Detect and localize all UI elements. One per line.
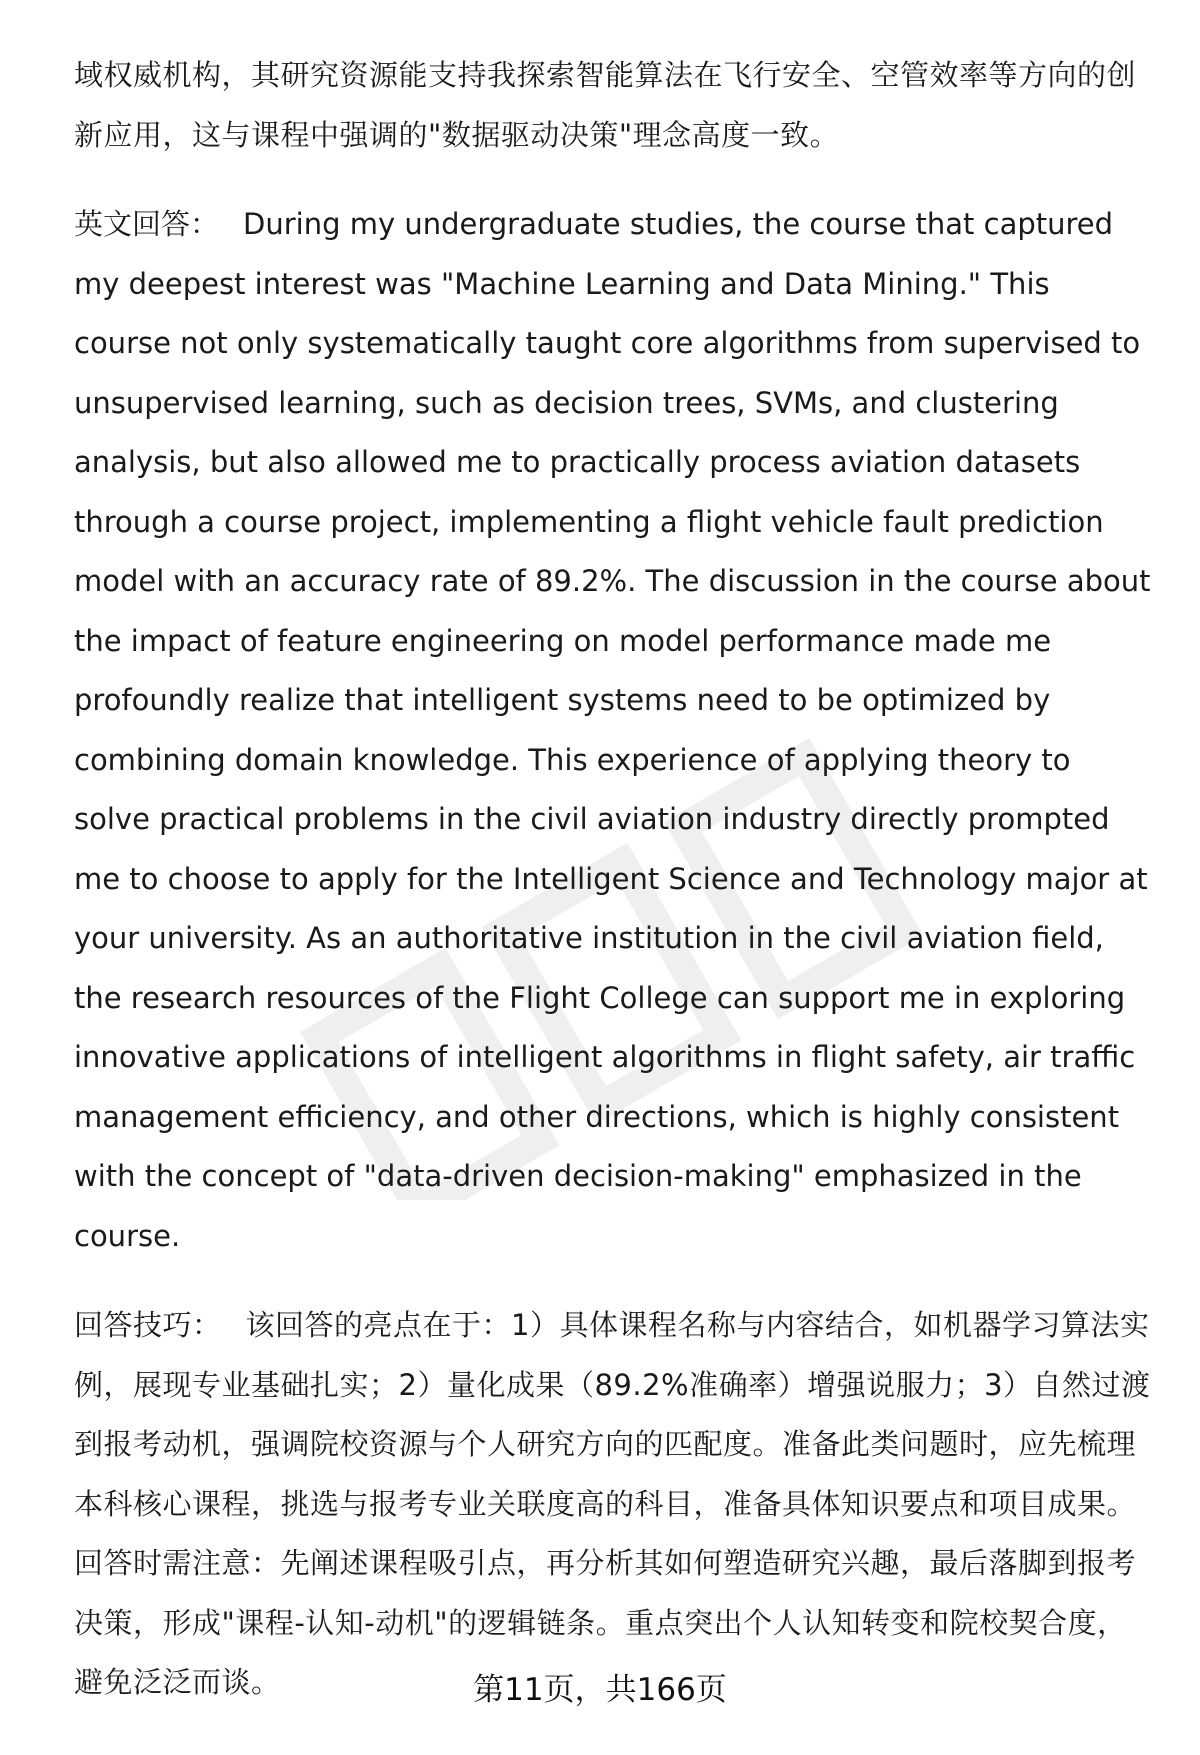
notes-text: 先阐述课程吸引点，再分析其如何塑造研究兴趣，最后落脚到报考决策，形成"课程-认知-动机"的逻辑链条。重点突出个人认知转变和院校契合度，避免泛泛而谈。 [74,1546,1137,1699]
paragraph-answer-tips [74,1296,1154,1713]
paragraph-intro-continuation: 域权威机构，其研究资源能支持我探索智能算法在飞行安全、空管效率等方向的创新应用，这与课程中强调的"数据驱动决策"理念高度一致。 [74,58,1137,152]
page-number-footer: 第11页，共166页 [473,1672,727,1708]
notes-label: 回答时需注意： [74,1546,281,1580]
tips-label: 回答技巧： [74,1308,222,1342]
document-body [74,46,1154,1713]
english-answer-label: 英文回答： [74,207,220,241]
english-answer-text: During my undergraduate studies, the course that captured my deepest interest was "Machine Learning and Data Mining." This course not only systematically taught core algorithms from supervised to unsupervised learning, such as decision trees, SVMs, and clustering analysis, but also allowed me to practically process aviation datasets through a course project, implementing a flight vehicle fault prediction model with an accuracy rate of 89.2%. The discussion in the course about the impact of feature engineering on model performance made me profoundly realize that intelligent systems need to be optimized by combining domain knowledge. This experience of applying theory to solve practical problems in the civil aviation industry directly prompted me to choose to apply for the Intelligent Science and Technology major at your university. As an authoritative institution in the civil aviation field, the research resources of the Flight College can support me in exploring innovative applications of intelligent algorithms in flight safety, air traffic management efficiency, and other directions, which is highly consistent with the concept of "data-driven decision-making" emphasized in the course. [74,207,1151,1253]
paragraph-english-answer [74,195,1154,1266]
tips-text: 该回答的亮点在于：1）具体课程名称与内容结合，如机器学习算法实例，展现专业基础扎实；2）量化成果（89.2%准确率）增强说服力；3）自然过渡到报考动机，强调院校资源与个人研究方向的匹配度。准备此类问题时，应先梳理本科核心课程，挑选与报考专业关联度高的科目，准备具体知识要点和项目成果。 [74,1308,1151,1521]
